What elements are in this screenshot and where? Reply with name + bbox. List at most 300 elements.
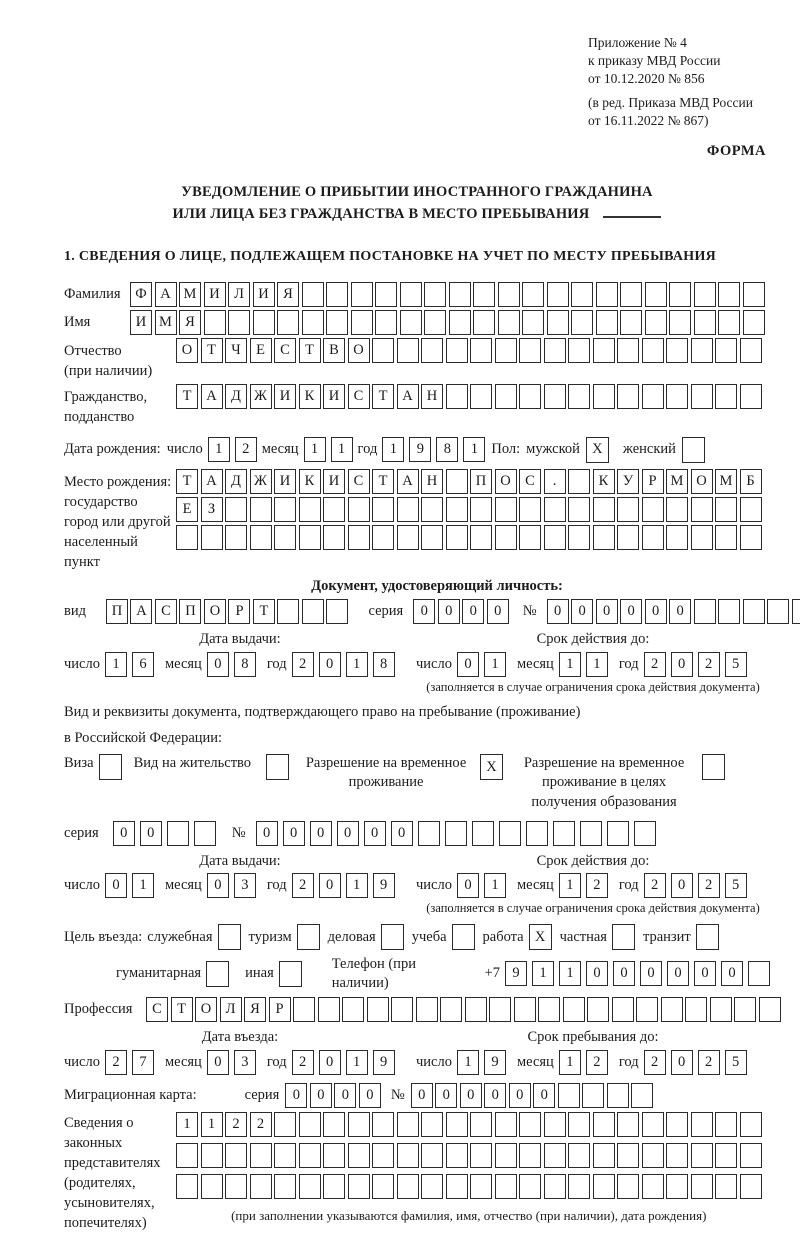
char-cell[interactable]: 1	[346, 1050, 368, 1075]
char-cell[interactable]	[669, 310, 691, 335]
char-cell[interactable]	[715, 338, 737, 363]
char-cell[interactable]: С	[155, 599, 177, 624]
char-cell[interactable]	[326, 599, 348, 624]
char-cell[interactable]	[489, 997, 511, 1022]
char-cell[interactable]: 1	[559, 652, 581, 677]
char-cell[interactable]: 0	[319, 873, 341, 898]
char-cell[interactable]	[498, 310, 520, 335]
char-cell[interactable]: А	[397, 384, 419, 409]
char-cell[interactable]	[326, 282, 348, 307]
char-cell[interactable]	[473, 310, 495, 335]
char-cell[interactable]: 2	[644, 1050, 666, 1075]
char-cell[interactable]: 2	[586, 873, 608, 898]
char-cell[interactable]	[715, 1112, 737, 1137]
char-cell[interactable]: 0	[391, 821, 413, 846]
char-cell[interactable]: 0	[667, 961, 689, 986]
char-cell[interactable]	[397, 1143, 419, 1168]
char-cell[interactable]: О	[195, 997, 217, 1022]
char-cell[interactable]	[519, 525, 541, 550]
char-cell[interactable]	[718, 310, 740, 335]
char-cell[interactable]	[526, 821, 548, 846]
char-cell[interactable]: 1	[208, 437, 230, 462]
char-cell[interactable]: И	[323, 469, 345, 494]
char-cell[interactable]	[194, 821, 216, 846]
char-cell[interactable]: П	[106, 599, 128, 624]
char-cell[interactable]: 0	[256, 821, 278, 846]
char-cell[interactable]	[691, 497, 713, 522]
char-cell[interactable]	[299, 1112, 321, 1137]
char-cell[interactable]: С	[274, 338, 296, 363]
char-cell[interactable]	[734, 997, 756, 1022]
char-cell[interactable]	[514, 997, 536, 1022]
char-cell[interactable]: 1	[346, 873, 368, 898]
char-cell[interactable]	[593, 1143, 615, 1168]
char-cell[interactable]: 1	[532, 961, 554, 986]
char-cell[interactable]: 0	[207, 1050, 229, 1075]
char-cell[interactable]	[748, 961, 770, 986]
char-cell[interactable]	[416, 997, 438, 1022]
char-cell[interactable]: Ж	[250, 384, 272, 409]
char-cell[interactable]	[323, 1112, 345, 1137]
char-cell[interactable]	[470, 338, 492, 363]
char-cell[interactable]	[568, 384, 590, 409]
char-cell[interactable]	[299, 1174, 321, 1199]
char-cell[interactable]: О	[204, 599, 226, 624]
char-cell[interactable]	[743, 282, 765, 307]
char-cell[interactable]	[568, 1143, 590, 1168]
purpose-business-checkbox[interactable]	[381, 924, 404, 950]
char-cell[interactable]	[495, 338, 517, 363]
char-cell[interactable]	[691, 384, 713, 409]
char-cell[interactable]	[446, 384, 468, 409]
char-cell[interactable]	[694, 310, 716, 335]
char-cell[interactable]: 2	[644, 873, 666, 898]
char-cell[interactable]	[519, 384, 541, 409]
char-cell[interactable]	[571, 310, 593, 335]
char-cell[interactable]: Л	[220, 997, 242, 1022]
char-cell[interactable]	[759, 997, 781, 1022]
char-cell[interactable]: З	[201, 497, 223, 522]
char-cell[interactable]	[593, 525, 615, 550]
char-cell[interactable]	[617, 338, 639, 363]
char-cell[interactable]	[743, 310, 765, 335]
char-cell[interactable]	[445, 821, 467, 846]
char-cell[interactable]: Т	[201, 338, 223, 363]
char-cell[interactable]: У	[617, 469, 639, 494]
char-cell[interactable]: А	[201, 469, 223, 494]
char-cell[interactable]	[553, 821, 575, 846]
char-cell[interactable]	[558, 1083, 580, 1108]
char-cell[interactable]: Т	[299, 338, 321, 363]
char-cell[interactable]: К	[299, 384, 321, 409]
char-cell[interactable]	[225, 1143, 247, 1168]
gender-female-checkbox[interactable]	[682, 437, 705, 463]
char-cell[interactable]	[740, 338, 762, 363]
char-cell[interactable]: 0	[596, 599, 618, 624]
char-cell[interactable]: 0	[319, 1050, 341, 1075]
char-cell[interactable]: 0	[484, 1083, 506, 1108]
char-cell[interactable]: А	[130, 599, 152, 624]
char-cell[interactable]	[694, 282, 716, 307]
char-cell[interactable]	[176, 525, 198, 550]
char-cell[interactable]: 0	[319, 652, 341, 677]
char-cell[interactable]: 5	[725, 652, 747, 677]
char-cell[interactable]: 1	[484, 652, 506, 677]
char-cell[interactable]: Т	[171, 997, 193, 1022]
char-cell[interactable]	[593, 384, 615, 409]
char-cell[interactable]	[596, 282, 618, 307]
char-cell[interactable]	[421, 1174, 443, 1199]
char-cell[interactable]	[397, 497, 419, 522]
char-cell[interactable]: Н	[421, 384, 443, 409]
char-cell[interactable]	[470, 384, 492, 409]
char-cell[interactable]: С	[348, 469, 370, 494]
char-cell[interactable]: 0	[457, 652, 479, 677]
char-cell[interactable]: Б	[740, 469, 762, 494]
char-cell[interactable]: Ч	[225, 338, 247, 363]
char-cell[interactable]	[519, 1174, 541, 1199]
char-cell[interactable]	[740, 497, 762, 522]
char-cell[interactable]: 0	[671, 652, 693, 677]
char-cell[interactable]	[740, 1143, 762, 1168]
char-cell[interactable]	[225, 525, 247, 550]
char-cell[interactable]: 8	[436, 437, 458, 462]
char-cell[interactable]	[274, 1143, 296, 1168]
char-cell[interactable]	[446, 1112, 468, 1137]
char-cell[interactable]: 0	[285, 1083, 307, 1108]
char-cell[interactable]	[495, 1143, 517, 1168]
char-cell[interactable]	[351, 310, 373, 335]
char-cell[interactable]	[201, 1174, 223, 1199]
char-cell[interactable]	[740, 525, 762, 550]
char-cell[interactable]: Я	[244, 997, 266, 1022]
char-cell[interactable]: Р	[642, 469, 664, 494]
char-cell[interactable]	[250, 525, 272, 550]
char-cell[interactable]	[318, 997, 340, 1022]
char-cell[interactable]: 1	[559, 961, 581, 986]
char-cell[interactable]	[593, 497, 615, 522]
char-cell[interactable]	[400, 310, 422, 335]
char-cell[interactable]	[176, 1174, 198, 1199]
char-cell[interactable]	[302, 282, 324, 307]
char-cell[interactable]	[544, 1143, 566, 1168]
char-cell[interactable]	[642, 1143, 664, 1168]
char-cell[interactable]	[372, 338, 394, 363]
char-cell[interactable]	[568, 525, 590, 550]
purpose-official-checkbox[interactable]	[218, 924, 241, 950]
char-cell[interactable]: И	[274, 469, 296, 494]
char-cell[interactable]	[538, 997, 560, 1022]
char-cell[interactable]: 0	[694, 961, 716, 986]
char-cell[interactable]	[323, 1143, 345, 1168]
char-cell[interactable]: Р	[228, 599, 250, 624]
char-cell[interactable]: 0	[207, 652, 229, 677]
char-cell[interactable]: 0	[411, 1083, 433, 1108]
char-cell[interactable]: 0	[334, 1083, 356, 1108]
char-cell[interactable]: Л	[228, 282, 250, 307]
char-cell[interactable]	[715, 384, 737, 409]
char-cell[interactable]: 0	[671, 1050, 693, 1075]
char-cell[interactable]: 1	[457, 1050, 479, 1075]
char-cell[interactable]	[580, 821, 602, 846]
char-cell[interactable]: .	[544, 469, 566, 494]
char-cell[interactable]	[323, 1174, 345, 1199]
char-cell[interactable]	[440, 997, 462, 1022]
char-cell[interactable]: 0	[487, 599, 509, 624]
char-cell[interactable]	[593, 338, 615, 363]
purpose-other-checkbox[interactable]	[279, 961, 302, 987]
char-cell[interactable]	[498, 282, 520, 307]
char-cell[interactable]: 1	[105, 652, 127, 677]
char-cell[interactable]	[544, 338, 566, 363]
char-cell[interactable]	[691, 338, 713, 363]
char-cell[interactable]	[661, 997, 683, 1022]
char-cell[interactable]: 1	[176, 1112, 198, 1137]
char-cell[interactable]	[617, 497, 639, 522]
char-cell[interactable]: 0	[310, 1083, 332, 1108]
char-cell[interactable]	[568, 469, 590, 494]
char-cell[interactable]	[715, 1143, 737, 1168]
char-cell[interactable]: 3	[234, 873, 256, 898]
char-cell[interactable]	[201, 1143, 223, 1168]
char-cell[interactable]	[522, 282, 544, 307]
char-cell[interactable]: 9	[505, 961, 527, 986]
char-cell[interactable]: 2	[698, 873, 720, 898]
char-cell[interactable]: 1	[201, 1112, 223, 1137]
char-cell[interactable]: 1	[463, 437, 485, 462]
char-cell[interactable]	[277, 310, 299, 335]
char-cell[interactable]: 0	[640, 961, 662, 986]
char-cell[interactable]	[691, 1174, 713, 1199]
char-cell[interactable]	[617, 1112, 639, 1137]
char-cell[interactable]: 5	[725, 1050, 747, 1075]
char-cell[interactable]: М	[666, 469, 688, 494]
char-cell[interactable]	[421, 1143, 443, 1168]
char-cell[interactable]: 1	[484, 873, 506, 898]
char-cell[interactable]	[167, 821, 189, 846]
char-cell[interactable]	[421, 497, 443, 522]
char-cell[interactable]: 0	[364, 821, 386, 846]
char-cell[interactable]	[470, 1174, 492, 1199]
char-cell[interactable]	[634, 821, 656, 846]
char-cell[interactable]: 2	[292, 873, 314, 898]
char-cell[interactable]	[342, 997, 364, 1022]
char-cell[interactable]: И	[130, 310, 152, 335]
char-cell[interactable]: Т	[372, 384, 394, 409]
char-cell[interactable]	[372, 1112, 394, 1137]
char-cell[interactable]: О	[348, 338, 370, 363]
char-cell[interactable]	[446, 338, 468, 363]
char-cell[interactable]	[418, 821, 440, 846]
char-cell[interactable]	[631, 1083, 653, 1108]
char-cell[interactable]	[274, 1112, 296, 1137]
char-cell[interactable]	[397, 1112, 419, 1137]
char-cell[interactable]	[397, 525, 419, 550]
char-cell[interactable]	[740, 1112, 762, 1137]
char-cell[interactable]	[568, 1112, 590, 1137]
char-cell[interactable]: К	[299, 469, 321, 494]
char-cell[interactable]	[299, 1143, 321, 1168]
char-cell[interactable]: 6	[132, 652, 154, 677]
char-cell[interactable]	[596, 310, 618, 335]
char-cell[interactable]	[495, 1174, 517, 1199]
char-cell[interactable]: 2	[105, 1050, 127, 1075]
char-cell[interactable]	[391, 997, 413, 1022]
char-cell[interactable]	[302, 310, 324, 335]
char-cell[interactable]	[547, 310, 569, 335]
char-cell[interactable]	[642, 338, 664, 363]
char-cell[interactable]	[277, 599, 299, 624]
char-cell[interactable]: 0	[669, 599, 691, 624]
char-cell[interactable]: 2	[698, 1050, 720, 1075]
char-cell[interactable]: И	[274, 384, 296, 409]
char-cell[interactable]: 0	[645, 599, 667, 624]
char-cell[interactable]: 9	[373, 873, 395, 898]
char-cell[interactable]: М	[179, 282, 201, 307]
char-cell[interactable]	[607, 1083, 629, 1108]
char-cell[interactable]	[544, 525, 566, 550]
char-cell[interactable]: И	[253, 282, 275, 307]
char-cell[interactable]	[642, 497, 664, 522]
char-cell[interactable]	[544, 497, 566, 522]
char-cell[interactable]: 0	[547, 599, 569, 624]
char-cell[interactable]: С	[348, 384, 370, 409]
char-cell[interactable]	[519, 497, 541, 522]
char-cell[interactable]: Е	[250, 338, 272, 363]
char-cell[interactable]: Ж	[250, 469, 272, 494]
char-cell[interactable]: 0	[460, 1083, 482, 1108]
char-cell[interactable]	[519, 338, 541, 363]
char-cell[interactable]: 2	[225, 1112, 247, 1137]
char-cell[interactable]	[421, 338, 443, 363]
char-cell[interactable]	[470, 1112, 492, 1137]
char-cell[interactable]	[299, 525, 321, 550]
char-cell[interactable]	[495, 497, 517, 522]
char-cell[interactable]: Н	[421, 469, 443, 494]
char-cell[interactable]	[617, 525, 639, 550]
char-cell[interactable]: 0	[457, 873, 479, 898]
char-cell[interactable]	[666, 1174, 688, 1199]
char-cell[interactable]: 3	[234, 1050, 256, 1075]
char-cell[interactable]: 1	[132, 873, 154, 898]
char-cell[interactable]	[642, 1112, 664, 1137]
char-cell[interactable]	[348, 1112, 370, 1137]
char-cell[interactable]	[225, 1174, 247, 1199]
char-cell[interactable]	[495, 384, 517, 409]
char-cell[interactable]	[348, 525, 370, 550]
char-cell[interactable]	[612, 997, 634, 1022]
char-cell[interactable]	[767, 599, 789, 624]
char-cell[interactable]	[274, 525, 296, 550]
char-cell[interactable]	[424, 282, 446, 307]
char-cell[interactable]	[470, 1143, 492, 1168]
char-cell[interactable]: 0	[586, 961, 608, 986]
char-cell[interactable]	[568, 497, 590, 522]
char-cell[interactable]: 1	[346, 652, 368, 677]
char-cell[interactable]	[449, 282, 471, 307]
char-cell[interactable]	[421, 1112, 443, 1137]
char-cell[interactable]	[642, 525, 664, 550]
char-cell[interactable]: 9	[373, 1050, 395, 1075]
char-cell[interactable]	[568, 1174, 590, 1199]
char-cell[interactable]	[302, 599, 324, 624]
char-cell[interactable]: 0	[613, 961, 635, 986]
char-cell[interactable]: 8	[234, 652, 256, 677]
char-cell[interactable]	[522, 310, 544, 335]
char-cell[interactable]: 0	[283, 821, 305, 846]
char-cell[interactable]	[274, 1174, 296, 1199]
char-cell[interactable]: В	[323, 338, 345, 363]
char-cell[interactable]: 1	[304, 437, 326, 462]
char-cell[interactable]: Я	[277, 282, 299, 307]
char-cell[interactable]: Т	[253, 599, 275, 624]
char-cell[interactable]	[348, 1174, 370, 1199]
char-cell[interactable]: 0	[413, 599, 435, 624]
char-cell[interactable]	[607, 821, 629, 846]
char-cell[interactable]	[740, 1174, 762, 1199]
char-cell[interactable]	[375, 282, 397, 307]
char-cell[interactable]	[400, 282, 422, 307]
char-cell[interactable]	[323, 497, 345, 522]
char-cell[interactable]	[446, 469, 468, 494]
char-cell[interactable]	[544, 1174, 566, 1199]
purpose-transit-checkbox[interactable]	[696, 924, 719, 950]
char-cell[interactable]	[472, 821, 494, 846]
temp-residence-edu-checkbox[interactable]	[702, 754, 725, 780]
char-cell[interactable]	[470, 525, 492, 550]
char-cell[interactable]: 0	[721, 961, 743, 986]
temp-residence-checkbox[interactable]: X	[480, 754, 503, 780]
char-cell[interactable]: 0	[310, 821, 332, 846]
char-cell[interactable]	[299, 497, 321, 522]
char-cell[interactable]	[348, 497, 370, 522]
purpose-study-checkbox[interactable]	[452, 924, 475, 950]
residence-permit-checkbox[interactable]	[266, 754, 289, 780]
char-cell[interactable]	[645, 282, 667, 307]
char-cell[interactable]: 9	[484, 1050, 506, 1075]
char-cell[interactable]	[449, 310, 471, 335]
char-cell[interactable]: 0	[509, 1083, 531, 1108]
char-cell[interactable]	[691, 1112, 713, 1137]
char-cell[interactable]	[666, 338, 688, 363]
char-cell[interactable]	[617, 384, 639, 409]
char-cell[interactable]	[666, 497, 688, 522]
char-cell[interactable]: 0	[462, 599, 484, 624]
char-cell[interactable]: С	[519, 469, 541, 494]
char-cell[interactable]: 2	[250, 1112, 272, 1137]
char-cell[interactable]	[372, 525, 394, 550]
char-cell[interactable]: 0	[438, 599, 460, 624]
char-cell[interactable]: А	[201, 384, 223, 409]
char-cell[interactable]	[718, 282, 740, 307]
char-cell[interactable]: О	[495, 469, 517, 494]
char-cell[interactable]	[593, 1112, 615, 1137]
char-cell[interactable]	[495, 525, 517, 550]
char-cell[interactable]: 2	[644, 652, 666, 677]
char-cell[interactable]	[582, 1083, 604, 1108]
char-cell[interactable]: 1	[331, 437, 353, 462]
char-cell[interactable]	[225, 497, 247, 522]
char-cell[interactable]: 1	[382, 437, 404, 462]
char-cell[interactable]: Р	[269, 997, 291, 1022]
char-cell[interactable]: 2	[292, 1050, 314, 1075]
char-cell[interactable]: И	[204, 282, 226, 307]
char-cell[interactable]: Я	[179, 310, 201, 335]
char-cell[interactable]	[743, 599, 765, 624]
char-cell[interactable]	[691, 525, 713, 550]
char-cell[interactable]	[620, 310, 642, 335]
char-cell[interactable]	[499, 821, 521, 846]
